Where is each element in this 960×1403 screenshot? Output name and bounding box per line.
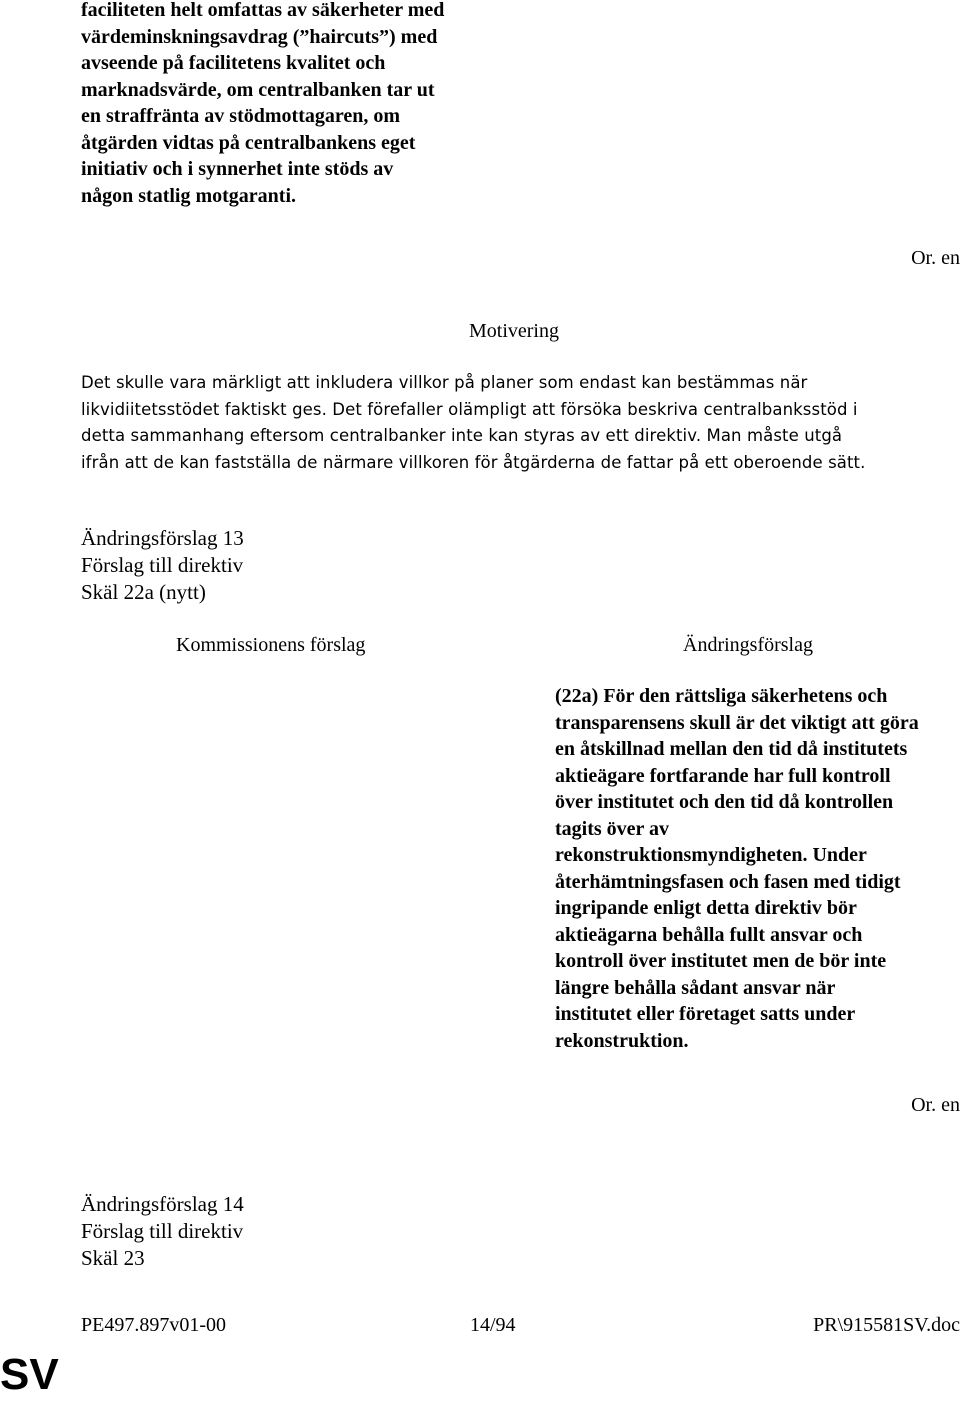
- language-code: SV: [0, 1350, 59, 1399]
- amendment-13-number: Ändringsförslag 13: [81, 526, 244, 550]
- text-line: initiativ och i synnerhet inte stöds av: [81, 158, 394, 180]
- text-line: rekonstruktion.: [555, 1029, 689, 1052]
- original-language-2: Or. en: [911, 1094, 960, 1116]
- text-line: tagits över av: [555, 817, 670, 840]
- text-line: kontroll över institutet men de bör inte: [555, 950, 887, 972]
- justification-heading: Motivering: [469, 320, 559, 342]
- text-line: någon statlig motgaranti.: [81, 184, 296, 207]
- text-line: likvidiitetsstödet faktiskt ges. Det förefaller olämpligt att försöka beskriva centralbanksstöd i: [81, 399, 858, 419]
- text-line: aktieägare fortfarande har full kontroll: [555, 764, 891, 787]
- footer-file-name: PR\915581SV.doc: [813, 1314, 960, 1336]
- text-line: längre behålla sådant ansvar när: [555, 976, 836, 999]
- footer-doc-ref: PE497.897v01-00: [81, 1314, 226, 1336]
- original-language-1: Or. en: [911, 247, 960, 269]
- text-line: aktieägarna behålla fullt ansvar och: [555, 923, 863, 946]
- text-line: återhämtningsfasen och fasen med tidigt: [555, 870, 901, 893]
- text-line: Det skulle vara märkligt att inkludera villkor på planer som endast kan bestämmas när: [81, 373, 808, 392]
- commission-proposal-header: Kommissionens förslag: [176, 634, 366, 656]
- amendment-13-text: [555, 683, 960, 1054]
- amendment-header: Ändringsförslag: [683, 634, 813, 656]
- amendment-14-number: Ändringsförslag 14: [81, 1192, 244, 1216]
- amendment-14-proposal: Förslag till direktiv: [81, 1219, 244, 1243]
- text-line: marknadsvärde, om centralbanken tar ut: [81, 78, 435, 101]
- text-line: faciliteten helt omfattas av säkerheter med: [81, 0, 445, 21]
- text-line: detta sammanhang eftersom centralbanker inte kan styras av ett direktiv. Man måste utgå: [81, 426, 843, 445]
- text-line: avseende på facilitetens kvalitet och: [81, 52, 386, 74]
- top-amendment-text: [81, 0, 521, 209]
- text-line: institutet eller företaget satts under: [555, 1003, 856, 1025]
- text-line: rekonstruktionsmyndigheten. Under: [555, 844, 867, 866]
- footer-page-number: 14/94: [470, 1314, 516, 1336]
- text-line: ingripande enligt detta direktiv bör: [555, 897, 857, 919]
- text-line: åtgärden vidtas på centralbankens eget: [81, 131, 416, 154]
- justification-text: [81, 370, 960, 476]
- text-line: en åtskillnad mellan den tid då institutets: [555, 738, 908, 760]
- text-line: (22a) För den rättsliga säkerhetens och: [555, 685, 888, 707]
- text-line: transparensens skull är det viktigt att göra: [555, 711, 919, 734]
- amendment-13-recital: Skäl 22a (nytt): [81, 580, 206, 604]
- text-line: en straffränta av stödmottagaren, om: [81, 105, 401, 127]
- text-line: ifrån att de kan fastställa de närmare villkoren för åtgärderna de fattar på ett oberoende sätt.: [81, 452, 866, 472]
- amendment-14-recital: Skäl 23: [81, 1246, 145, 1270]
- amendment-13-proposal: Förslag till direktiv: [81, 553, 244, 577]
- text-line: över institutet och den tid då kontrollen: [555, 791, 894, 813]
- text-line: värdeminskningsavdrag (”haircuts”) med: [81, 25, 438, 48]
